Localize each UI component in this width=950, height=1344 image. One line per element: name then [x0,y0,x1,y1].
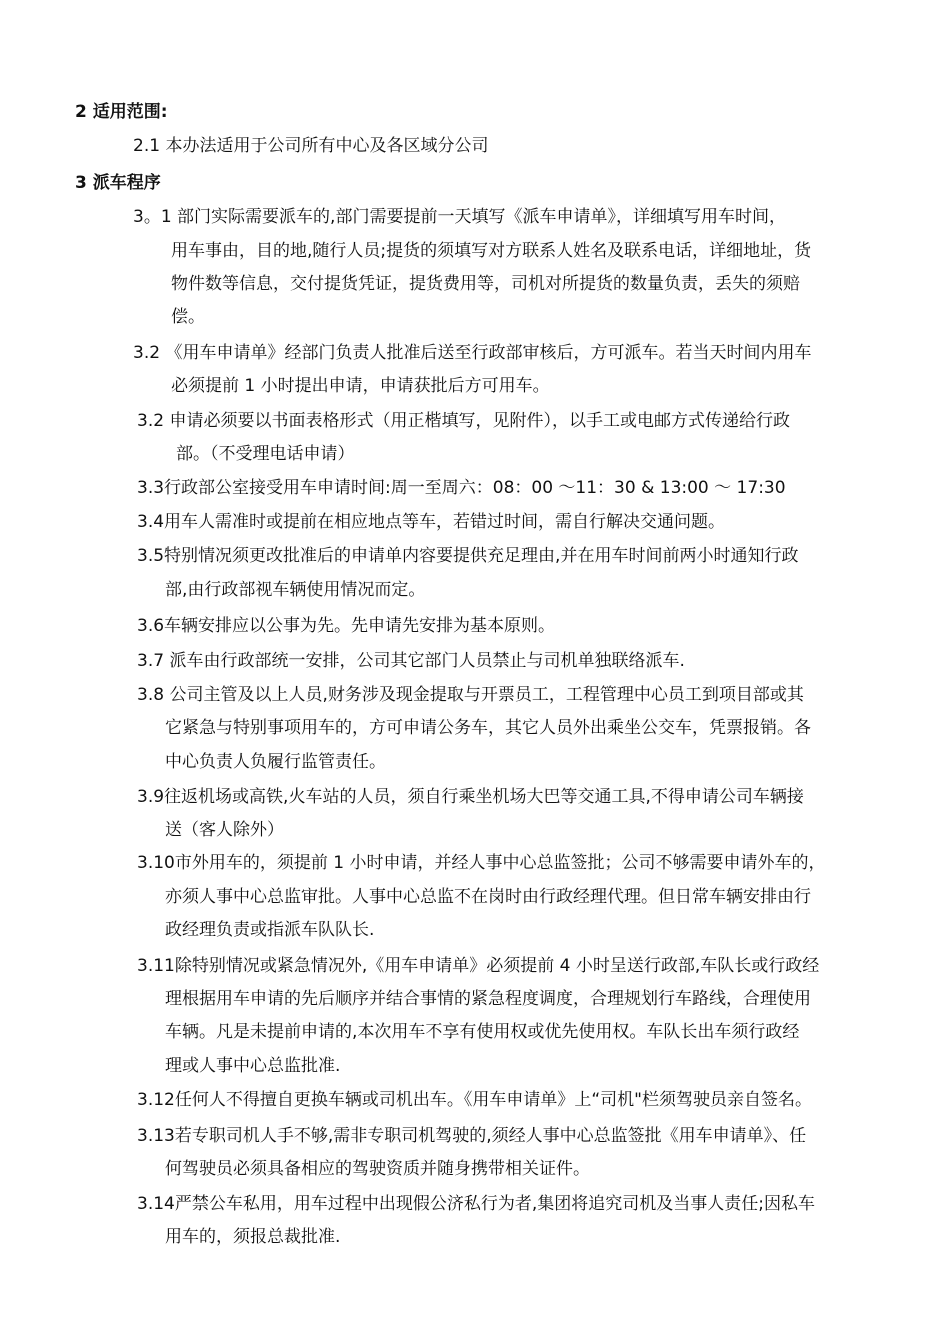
paragraph-line: 部。（不受理电话申请） [176,444,355,464]
paragraph-line: 理或人事中心总监批准. [165,1056,341,1076]
paragraph-line: 中心负责人负履行监管责任。 [165,752,386,772]
paragraph-line: 3.4用车人需准时或提前在相应地点等车，若错过时间，需自行解决交通问题。 [137,512,726,532]
paragraph-line: 3.14严禁公车私用，用车过程中出现假公济私行为者,集团将追究司机及当事人责任;因私车 [137,1194,815,1214]
paragraph-line: 送（客人除外） [165,820,284,840]
paragraph-line: 必须提前 1 小时提出申请，申请获批后方可用车。 [171,376,550,396]
paragraph-line: 何驾驶员必须具备相应的驾驶资质并随身携带相关证件。 [165,1159,590,1179]
paragraph-line: 物件数等信息，交付提货凭证，提货费用等，司机对所提货的数量负责，丢失的须赔 [171,274,800,294]
paragraph-line: 3.8 公司主管及以上人员,财务涉及现金提取与开票员工，工程管理中心员工到项目部或其 [137,685,804,705]
paragraph-line: 3.9往返机场或高铁,火车站的人员，须自行乘坐机场大巴等交通工具,不得申请公司车辆接 [137,787,804,807]
paragraph-line: 部,由行政部视车辆使用情况而定。 [165,580,426,600]
paragraph-line: 用车事由，目的地,随行人员;提货的须填写对方联系人姓名及联系电话，详细地址，货 [171,241,812,261]
paragraph-line: 2.1 本办法适用于公司所有中心及各区域分公司 [133,136,489,156]
section-heading: 2 适用范围: [75,102,168,122]
paragraph-line: 用车的，须报总裁批准. [165,1227,341,1247]
paragraph-line: 3.7 派车由行政部统一安排，公司其它部门人员禁止与司机单独联络派车. [137,651,685,671]
paragraph-line: 3.13若专职司机人手不够,需非专职司机驾驶的,须经人事中心总监签批《用车申请单》、任 [137,1126,807,1146]
section-heading: 3 派车程序 [75,173,161,193]
paragraph-line: 3。1 部门实际需要派车的,部门需要提前一天填写《派车申请单》，详细填写用车时间， [133,207,786,227]
paragraph-line: 亦须人事中心总监审批。人事中心总监不在岗时由行政经理代理。但日常车辆安排由行 [165,887,811,907]
paragraph-line: 3.12任何人不得擅自更换车辆或司机出车。《用车申请单》上“司机"栏须驾驶员亲自签名。 [137,1090,812,1110]
paragraph-line: 3.5特别情况须更改批准后的申请单内容要提供充足理由,并在用车时间前两小时通知行政 [137,546,799,566]
paragraph-line: 3.11除特别情况或紧急情况外,《用车申请单》必须提前 4 小时呈送行政部,车队长或行政经 [137,956,820,976]
paragraph-line: 3.2 申请必须要以书面表格形式（用正楷填写，见附件），以手工或电邮方式传递给行政 [137,411,790,431]
paragraph-line: 3.10市外用车的，须提前 1 小时申请，并经人事中心总监签批；公司不够需要申请外车的， [137,853,826,873]
paragraph-line: 偿。 [171,307,205,327]
paragraph-line: 3.6车辆安排应以公事为先。先申请先安排为基本原则。 [137,616,556,636]
paragraph-line: 车辆。凡是未提前申请的,本次用车不享有使用权或优先使用权。车队长出车须行政经 [165,1022,800,1042]
paragraph-line: 理根据用车申请的先后顺序并结合事情的紧急程度调度，合理规划行车路线，合理使用 [165,989,811,1009]
paragraph-line: 政经理负责或指派车队队长. [165,920,375,940]
paragraph-line: 3.2 《用车申请单》经部门负责人批准后送至行政部审核后，方可派车。若当天时间内用车 [133,343,812,363]
paragraph-line: 3.3行政部公室接受用车申请时间:周一至周六：08：00 ～11：30 & 13:00 ～ 17:30 [137,478,786,498]
paragraph-line: 它紧急与特别事项用车的，方可申请公务车，其它人员外出乘坐公交车，凭票报销。各 [165,718,811,738]
